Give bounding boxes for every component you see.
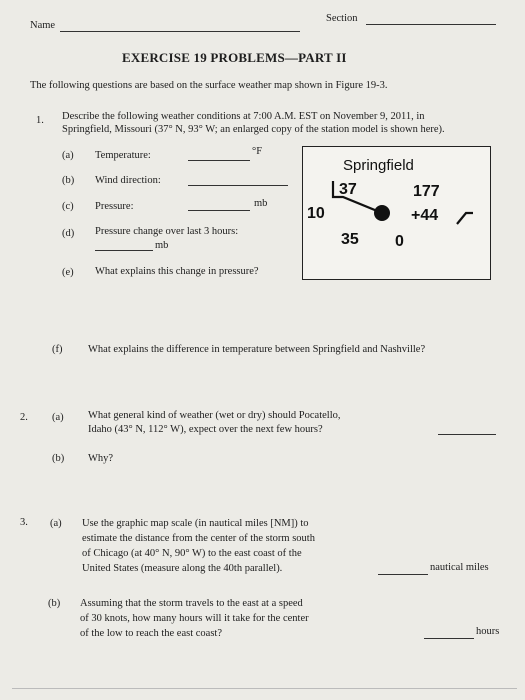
station-cloud-left: 10 bbox=[307, 205, 325, 222]
station-pressure: 177 bbox=[413, 183, 440, 200]
q2a-blank[interactable] bbox=[438, 434, 496, 435]
station-model-box bbox=[302, 146, 491, 280]
q1d-unit: mb bbox=[155, 240, 169, 251]
q3b-letter: (b) bbox=[48, 598, 61, 609]
name-label: Name bbox=[30, 20, 56, 31]
q1a-letter: (a) bbox=[62, 150, 74, 161]
q3b-line3: of the low to reach the east coast? bbox=[80, 628, 222, 639]
station-model-drawing bbox=[303, 147, 490, 279]
q1e-label: What explains this change in pressure? bbox=[95, 266, 259, 277]
q1a-blank[interactable] bbox=[188, 160, 250, 161]
station-temperature: 37 bbox=[339, 181, 357, 198]
q1d-label: Pressure change over last 3 hours: bbox=[95, 226, 239, 237]
q2a-letter: (a) bbox=[52, 412, 64, 423]
q2a-line1: What general kind of weather (wet or dry) should Pocatello, bbox=[88, 410, 341, 421]
q2b-label: Why? bbox=[88, 453, 114, 464]
pressure-tendency-icon bbox=[457, 213, 473, 224]
q3a-line4: United States (measure along the 40th parallel). bbox=[82, 563, 283, 574]
q2-number: 2. bbox=[20, 412, 28, 423]
q2b-letter: (b) bbox=[52, 453, 65, 464]
q1c-label: Pressure: bbox=[95, 201, 134, 212]
q1b-blank[interactable] bbox=[188, 185, 288, 186]
section-blank[interactable] bbox=[366, 24, 496, 25]
q3a-line2: estimate the distance from the center of the storm south bbox=[82, 533, 315, 544]
station-pressure-tendency: +44 bbox=[411, 207, 439, 224]
q1d-letter: (d) bbox=[62, 228, 75, 239]
q3-number: 3. bbox=[20, 517, 28, 528]
q1-text-line2: Springfield, Missouri (37° N, 93° W; an enlarged copy of the station model is shown here). bbox=[62, 124, 445, 135]
q1f-label: What explains the difference in temperature between Springfield and Nashville? bbox=[88, 344, 426, 355]
q1a-unit: °F bbox=[252, 146, 263, 157]
q1e-letter: (e) bbox=[62, 267, 74, 278]
q1-text-line1: Describe the following weather conditions at 7:00 A.M. EST on November 9, 2011, in bbox=[62, 111, 425, 122]
q3b-line1: Assuming that the storm travels to the east at a speed bbox=[80, 598, 303, 609]
q3b-line2: of 30 knots, how many hours will it take for the center bbox=[80, 613, 309, 624]
q3b-unit: hours bbox=[476, 626, 500, 637]
section-label: Section bbox=[326, 13, 358, 24]
q2a-line2: Idaho (43° N, 112° W), expect over the next few hours? bbox=[88, 424, 323, 435]
q1f-letter: (f) bbox=[52, 344, 63, 355]
station-dew-point: 35 bbox=[341, 231, 359, 248]
q1-number: 1. bbox=[36, 115, 44, 126]
q1a-label: Temperature: bbox=[95, 150, 151, 161]
q1b-letter: (b) bbox=[62, 175, 75, 186]
q1b-label: Wind direction: bbox=[95, 175, 161, 186]
q1c-blank[interactable] bbox=[188, 210, 250, 211]
q3a-unit: nautical miles bbox=[430, 562, 489, 573]
q3a-line3: of Chicago (at 40° N, 90° W) to the east coast of the bbox=[82, 548, 302, 559]
q1c-letter: (c) bbox=[62, 201, 74, 212]
name-blank[interactable] bbox=[60, 31, 300, 32]
q1c-unit: mb bbox=[254, 198, 268, 209]
wind-barb-icon bbox=[333, 181, 382, 213]
q3a-letter: (a) bbox=[50, 518, 62, 529]
exercise-title: EXERCISE 19 PROBLEMS—PART II bbox=[122, 50, 347, 65]
intro-text: The following questions are based on the surface weather map shown in Figure 19-3. bbox=[30, 80, 388, 91]
q3a-blank[interactable] bbox=[378, 574, 428, 575]
sky-cover-circle-icon bbox=[374, 205, 390, 221]
station-precip: 0 bbox=[395, 233, 404, 250]
station-city: Springfield bbox=[343, 157, 414, 174]
q3a-line1: Use the graphic map scale (in nautical miles [NM]) to bbox=[82, 518, 309, 529]
bottom-rule bbox=[12, 688, 517, 689]
q1d-blank[interactable] bbox=[95, 250, 153, 251]
q3b-blank[interactable] bbox=[424, 638, 474, 639]
